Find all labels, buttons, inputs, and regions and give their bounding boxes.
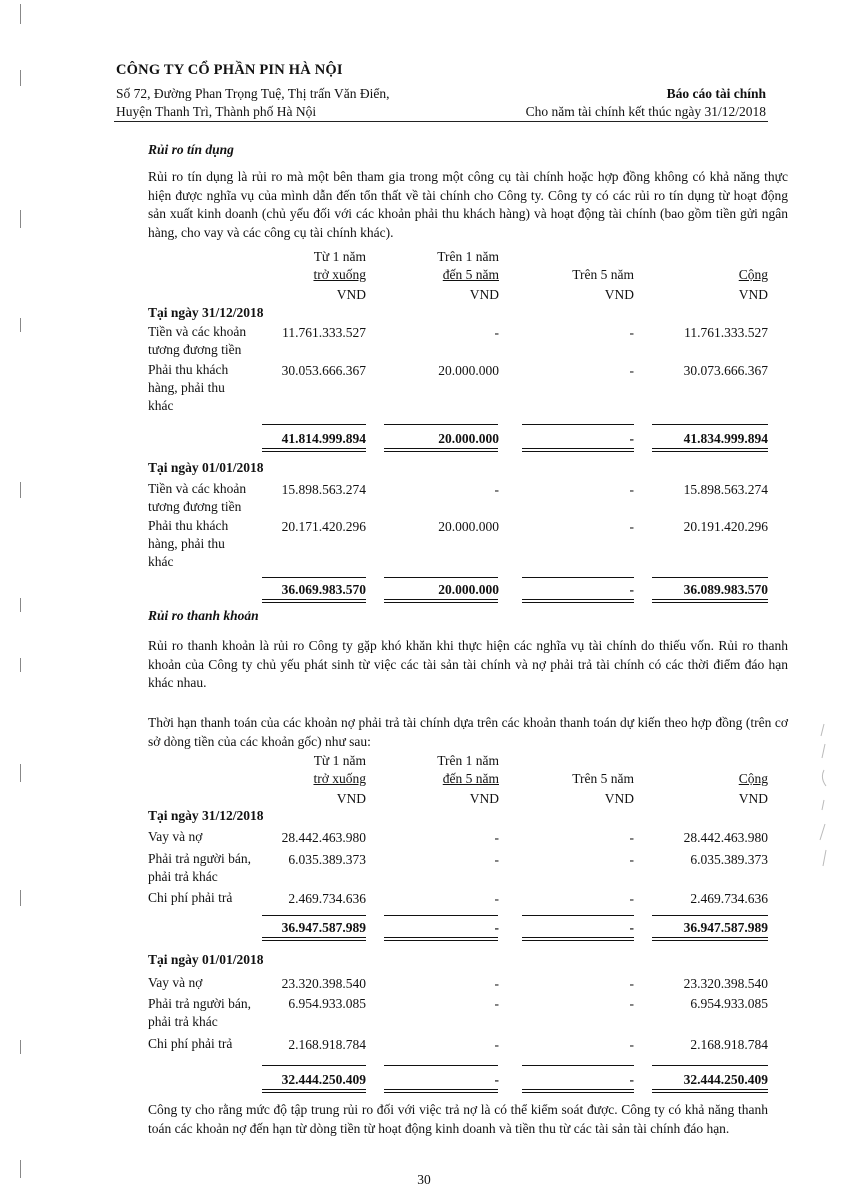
row-label: Chi phí phải trả bbox=[148, 1036, 233, 1051]
subtotal-rule bbox=[522, 915, 634, 916]
total-double-rule bbox=[262, 1089, 366, 1093]
total-value: 20.000.000 bbox=[438, 582, 499, 597]
row-label: Tiền và các khoản tương đương tiền bbox=[148, 481, 247, 514]
subtotal-rule bbox=[652, 424, 768, 425]
cell-value: 30.073.666.367 bbox=[683, 363, 768, 378]
cell-value: - bbox=[629, 519, 634, 534]
row-label: Vay và nợ bbox=[148, 829, 203, 844]
cell-value: 11.761.333.527 bbox=[282, 325, 366, 340]
cell-value: - bbox=[494, 891, 499, 906]
subtotal-rule bbox=[522, 1065, 634, 1066]
subtotal-rule bbox=[384, 424, 498, 425]
row-label: Vay và nợ bbox=[148, 975, 203, 990]
cell-value: 20.000.000 bbox=[438, 363, 499, 378]
margin-annotation-mark bbox=[812, 720, 834, 870]
cell-value: 15.898.563.274 bbox=[281, 482, 366, 497]
total-value: 41.814.999.894 bbox=[281, 431, 366, 446]
row-label: Phải thu khách hàng, phải thu khác bbox=[148, 362, 229, 413]
cell-value: 6.954.933.085 bbox=[288, 996, 366, 1011]
unit-1: VND bbox=[336, 791, 366, 806]
total-value: 36.947.587.989 bbox=[281, 920, 366, 935]
cell-value: 2.168.918.784 bbox=[690, 1037, 768, 1052]
subtotal-rule bbox=[262, 915, 366, 916]
cell-value: - bbox=[629, 482, 634, 497]
unit-3: VND bbox=[604, 791, 634, 806]
period-label: Tại ngày 31/12/2018 bbox=[148, 808, 264, 823]
liquidity-risk-title: Rủi ro thanh khoản bbox=[148, 608, 259, 623]
cell-value: - bbox=[629, 830, 634, 845]
total-double-rule bbox=[652, 448, 768, 452]
cell-value: 28.442.463.980 bbox=[281, 830, 366, 845]
cell-value: 20.000.000 bbox=[438, 519, 499, 534]
cell-value: 6.035.389.373 bbox=[288, 852, 366, 867]
cell-value: - bbox=[629, 363, 634, 378]
total-double-rule bbox=[384, 448, 498, 452]
cell-value: 23.320.398.540 bbox=[683, 976, 768, 991]
total-value: 41.834.999.894 bbox=[683, 431, 768, 446]
cell-value: 23.320.398.540 bbox=[281, 976, 366, 991]
unit-3: VND bbox=[604, 287, 634, 302]
col-header-3: Trên 5 năm bbox=[572, 771, 634, 786]
cell-value: - bbox=[629, 325, 634, 340]
total-value: - bbox=[629, 582, 634, 597]
address-line-1: Số 72, Đường Phan Trọng Tuệ, Thị trấn Văn Điển, bbox=[116, 86, 390, 101]
total-value: - bbox=[494, 1072, 499, 1087]
unit-4: VND bbox=[738, 791, 768, 806]
total-value: - bbox=[629, 1072, 634, 1087]
total-value: 36.069.983.570 bbox=[281, 582, 366, 597]
cell-value: 2.469.734.636 bbox=[690, 891, 768, 906]
credit-risk-title: Rủi ro tín dụng bbox=[148, 142, 234, 157]
cell-value: - bbox=[494, 976, 499, 991]
cell-value: 20.191.420.296 bbox=[683, 519, 768, 534]
cell-value: - bbox=[629, 1037, 634, 1052]
cell-value: 2.168.918.784 bbox=[288, 1037, 366, 1052]
col-header-1: Từ 1 năm trở xuống bbox=[313, 753, 366, 786]
cell-value: 30.053.666.367 bbox=[281, 363, 366, 378]
cell-value: - bbox=[494, 325, 499, 340]
cell-value: - bbox=[494, 852, 499, 867]
period-label: Tại ngày 01/01/2018 bbox=[148, 460, 264, 475]
subtotal-rule bbox=[262, 424, 366, 425]
total-value: 32.444.250.409 bbox=[683, 1072, 768, 1087]
subtotal-rule bbox=[384, 1065, 498, 1066]
cell-value: 11.761.333.527 bbox=[684, 325, 768, 340]
total-double-rule bbox=[522, 937, 634, 941]
col-header-2: Trên 1 năm đến 5 năm bbox=[437, 249, 499, 282]
total-double-rule bbox=[384, 599, 498, 603]
subtotal-rule bbox=[652, 915, 768, 916]
credit-risk-paragraph: Rủi ro tín dụng là rủi ro mà một bên tham gia trong một công cụ tài chính hoặc hợp đồng không có khả năng thực hiện được nghĩa vụ của mình dẫn đến tổn thất về tài chính cho Công ty. Công ty có các rủi ro tín dụng từ hoạt động sản xuất kinh doanh (chủ yếu đối với các khoản phải thu khách hàng) và hoạt động tài chính (bao gồm tiền gửi ngân hàng, cho vay và các công cụ tài chính khác). bbox=[148, 169, 788, 240]
col-header-total: Cộng bbox=[738, 267, 768, 282]
liquidity-paragraph-2: Thời hạn thanh toán của các khoản nợ phải trả tài chính dựa trên các khoản thanh toán dự kiến theo hợp đồng (trên cơ sở dòng tiền của các khoản gốc) như sau: bbox=[148, 715, 788, 749]
subtotal-rule bbox=[522, 577, 634, 578]
total-value: 20.000.000 bbox=[438, 431, 499, 446]
unit-1: VND bbox=[336, 287, 366, 302]
row-label: Tiền và các khoản tương đương tiền bbox=[148, 324, 247, 357]
col-header-2: Trên 1 năm đến 5 năm bbox=[437, 753, 499, 786]
closing-paragraph: Công ty cho rằng mức độ tập trung rủi ro đối với việc trả nợ là có thể kiểm soát được. Công ty có khả năng thanh toán các khoản nợ đến hạn từ dòng tiền từ hoạt động kinh doanh và tiền thu từ các tài sản tài chính đáo hạn. bbox=[148, 1102, 768, 1136]
col-header-total: Cộng bbox=[738, 771, 768, 786]
total-value: - bbox=[629, 920, 634, 935]
address-line-2: Huyện Thanh Trì, Thành phố Hà Nội bbox=[116, 104, 317, 119]
total-double-rule bbox=[522, 1089, 634, 1093]
liquidity-paragraph-1: Rủi ro thanh khoản là rủi ro Công ty gặp khó khăn khi thực hiện các nghĩa vụ tài chính do thiếu vốn. Rủi ro thanh khoản của Công ty chủ yếu phát sinh từ việc các tài sản tài chính và nợ phải trả tài chính có các thời điểm đáo hạn khác nhau. bbox=[148, 638, 788, 690]
cell-value: - bbox=[629, 976, 634, 991]
cell-value: 28.442.463.980 bbox=[683, 830, 768, 845]
total-double-rule bbox=[262, 937, 366, 941]
total-double-rule bbox=[262, 599, 366, 603]
unit-2: VND bbox=[469, 287, 499, 302]
total-double-rule bbox=[522, 448, 634, 452]
subtotal-rule bbox=[652, 577, 768, 578]
row-label: Chi phí phải trả bbox=[148, 890, 233, 905]
subtotal-rule bbox=[384, 577, 498, 578]
total-double-rule bbox=[384, 1089, 498, 1093]
page-number: 30 bbox=[417, 1172, 431, 1187]
period-label: Tại ngày 01/01/2018 bbox=[148, 952, 264, 967]
cell-value: 20.171.420.296 bbox=[281, 519, 366, 534]
unit-2: VND bbox=[469, 791, 499, 806]
subtotal-rule bbox=[262, 577, 366, 578]
row-label: Phải thu khách hàng, phải thu khác bbox=[148, 518, 229, 569]
total-value: 36.089.983.570 bbox=[683, 582, 768, 597]
total-double-rule bbox=[652, 599, 768, 603]
total-double-rule bbox=[384, 937, 498, 941]
total-value: 36.947.587.989 bbox=[683, 920, 768, 935]
cell-value: 6.035.389.373 bbox=[690, 852, 768, 867]
cell-value: - bbox=[494, 996, 499, 1011]
total-double-rule bbox=[652, 1089, 768, 1093]
total-value: - bbox=[494, 920, 499, 935]
cell-value: - bbox=[629, 996, 634, 1011]
report-title: Báo cáo tài chính bbox=[666, 86, 766, 101]
total-double-rule bbox=[522, 599, 634, 603]
cell-value: - bbox=[629, 852, 634, 867]
total-value: - bbox=[629, 431, 634, 446]
subtotal-rule bbox=[384, 915, 498, 916]
period-label: Tại ngày 31/12/2018 bbox=[148, 305, 264, 320]
report-period: Cho năm tài chính kết thúc ngày 31/12/2018 bbox=[525, 104, 766, 119]
row-label: Phải trả người bán, phải trả khác bbox=[148, 996, 251, 1029]
cell-value: - bbox=[629, 891, 634, 906]
subtotal-rule bbox=[652, 1065, 768, 1066]
col-header-1: Từ 1 năm trở xuống bbox=[313, 249, 366, 282]
cell-value: 6.954.933.085 bbox=[690, 996, 768, 1011]
cell-value: 15.898.563.274 bbox=[683, 482, 768, 497]
unit-4: VND bbox=[738, 287, 768, 302]
company-name: CÔNG TY CỔ PHẦN PIN HÀ NỘI bbox=[116, 62, 343, 78]
cell-value: - bbox=[494, 1037, 499, 1052]
cell-value: - bbox=[494, 482, 499, 497]
row-label: Phải trả người bán, phải trả khác bbox=[148, 851, 251, 884]
col-header-3: Trên 5 năm bbox=[572, 267, 634, 282]
subtotal-rule bbox=[262, 1065, 366, 1066]
subtotal-rule bbox=[522, 424, 634, 425]
cell-value: - bbox=[494, 830, 499, 845]
total-double-rule bbox=[652, 937, 768, 941]
total-double-rule bbox=[262, 448, 366, 452]
cell-value: 2.469.734.636 bbox=[288, 891, 366, 906]
header-divider bbox=[114, 121, 768, 122]
total-value: 32.444.250.409 bbox=[281, 1072, 366, 1087]
